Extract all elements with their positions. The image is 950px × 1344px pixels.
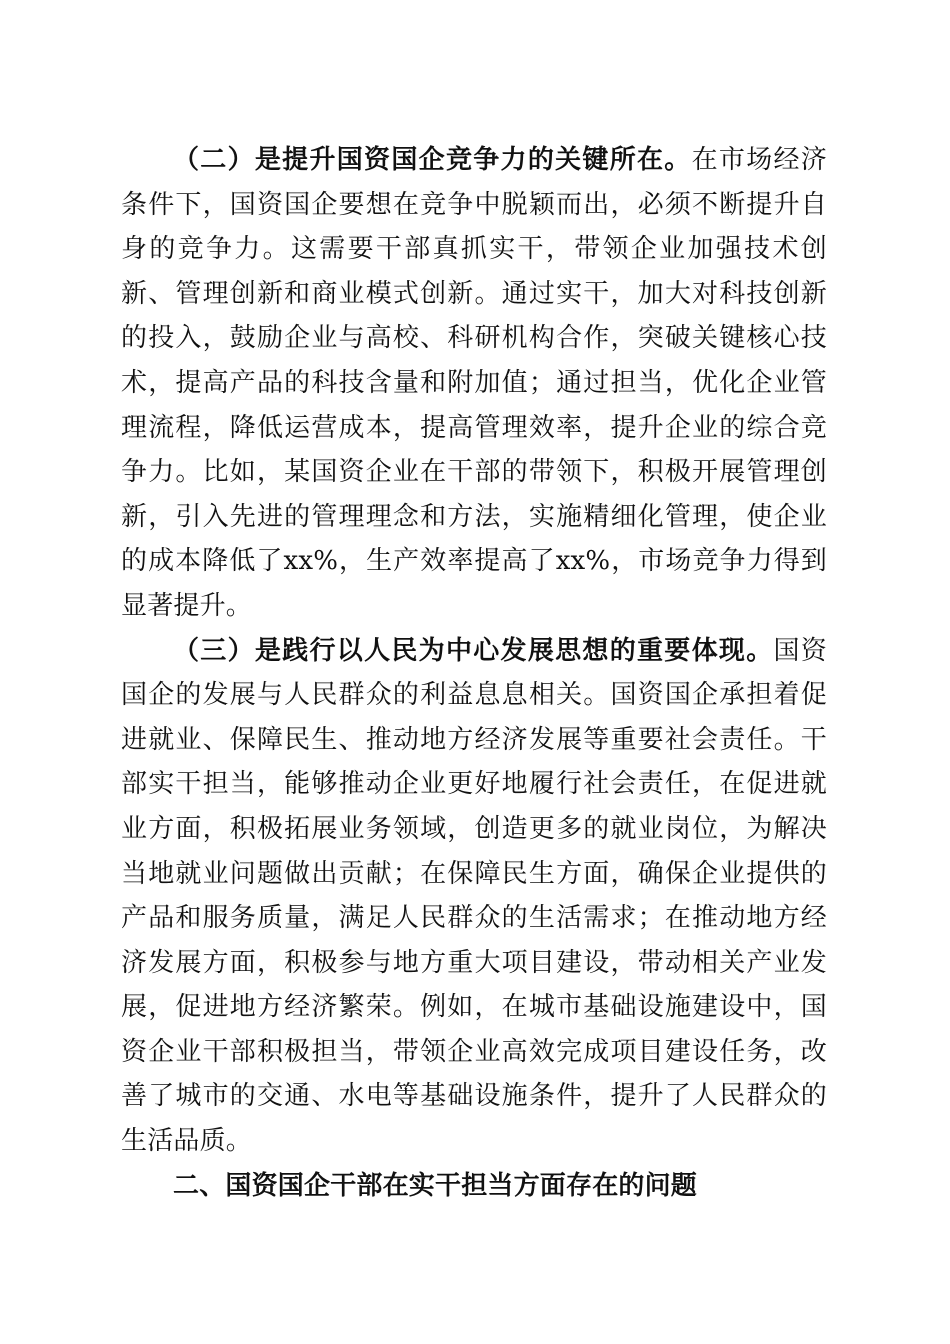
paragraph-text: 在市场经济条件下，国资国企要想在竞争中脱颖而出，必须不断提升自身的竞争力。这需要干部真抓实干，带领企业加强技术创新、管理创新和商业模式创新。通过实干，加大对科技创新的投入，鼓励企业与高校、科研机构合作，突破关键核心技术，提高产品的科技含量和附加值；通过担当，优化企业管理流程，降低运营成本，提高管理效率，提升企业的综合竞争力。比如，某国资企业在干部的带领下，积极开展管理创新，引入先进的管理理念和方法，实施精细化管理，使企业的成本降低了xx%，生产效率提高了xx%，市场竞争力得到显著提升。	[121, 145, 827, 621]
document-body	[121, 138, 827, 1208]
paragraph-text: 国资国企的发展与人民群众的利益息息相关。国资国企承担着促进就业、保障民生、推动地方经济发展等重要社会责任。干部实干担当，能够推动企业更好地履行社会责任，在促进就业方面，积极拓展业务领域，创造更多的就业岗位，为解决当地就业问题做出贡献；在保障民生方面，确保企业提供的产品和服务质量，满足人民群众的生活需求；在推动地方经济发展方面，积极参与地方重大项目建设，带动相关产业发展，促进地方经济繁荣。例如，在城市基础设施建设中，国资企业干部积极担当，带领企业高效完成项目建设任务，改善了城市的交通、水电等基础设施条件，提升了人民群众的生活品质。	[121, 635, 827, 1157]
paragraph-competitiveness	[121, 138, 827, 629]
paragraph-lead: （二）是提升国资国企竞争力的关键所在。	[173, 145, 692, 175]
paragraph-lead: （三）是践行以人民为中心发展思想的重要体现。	[173, 635, 774, 666]
section-heading: 二、国资国企干部在实干担当方面存在的问题	[173, 1170, 698, 1201]
paragraph-people-centered	[121, 629, 827, 1164]
